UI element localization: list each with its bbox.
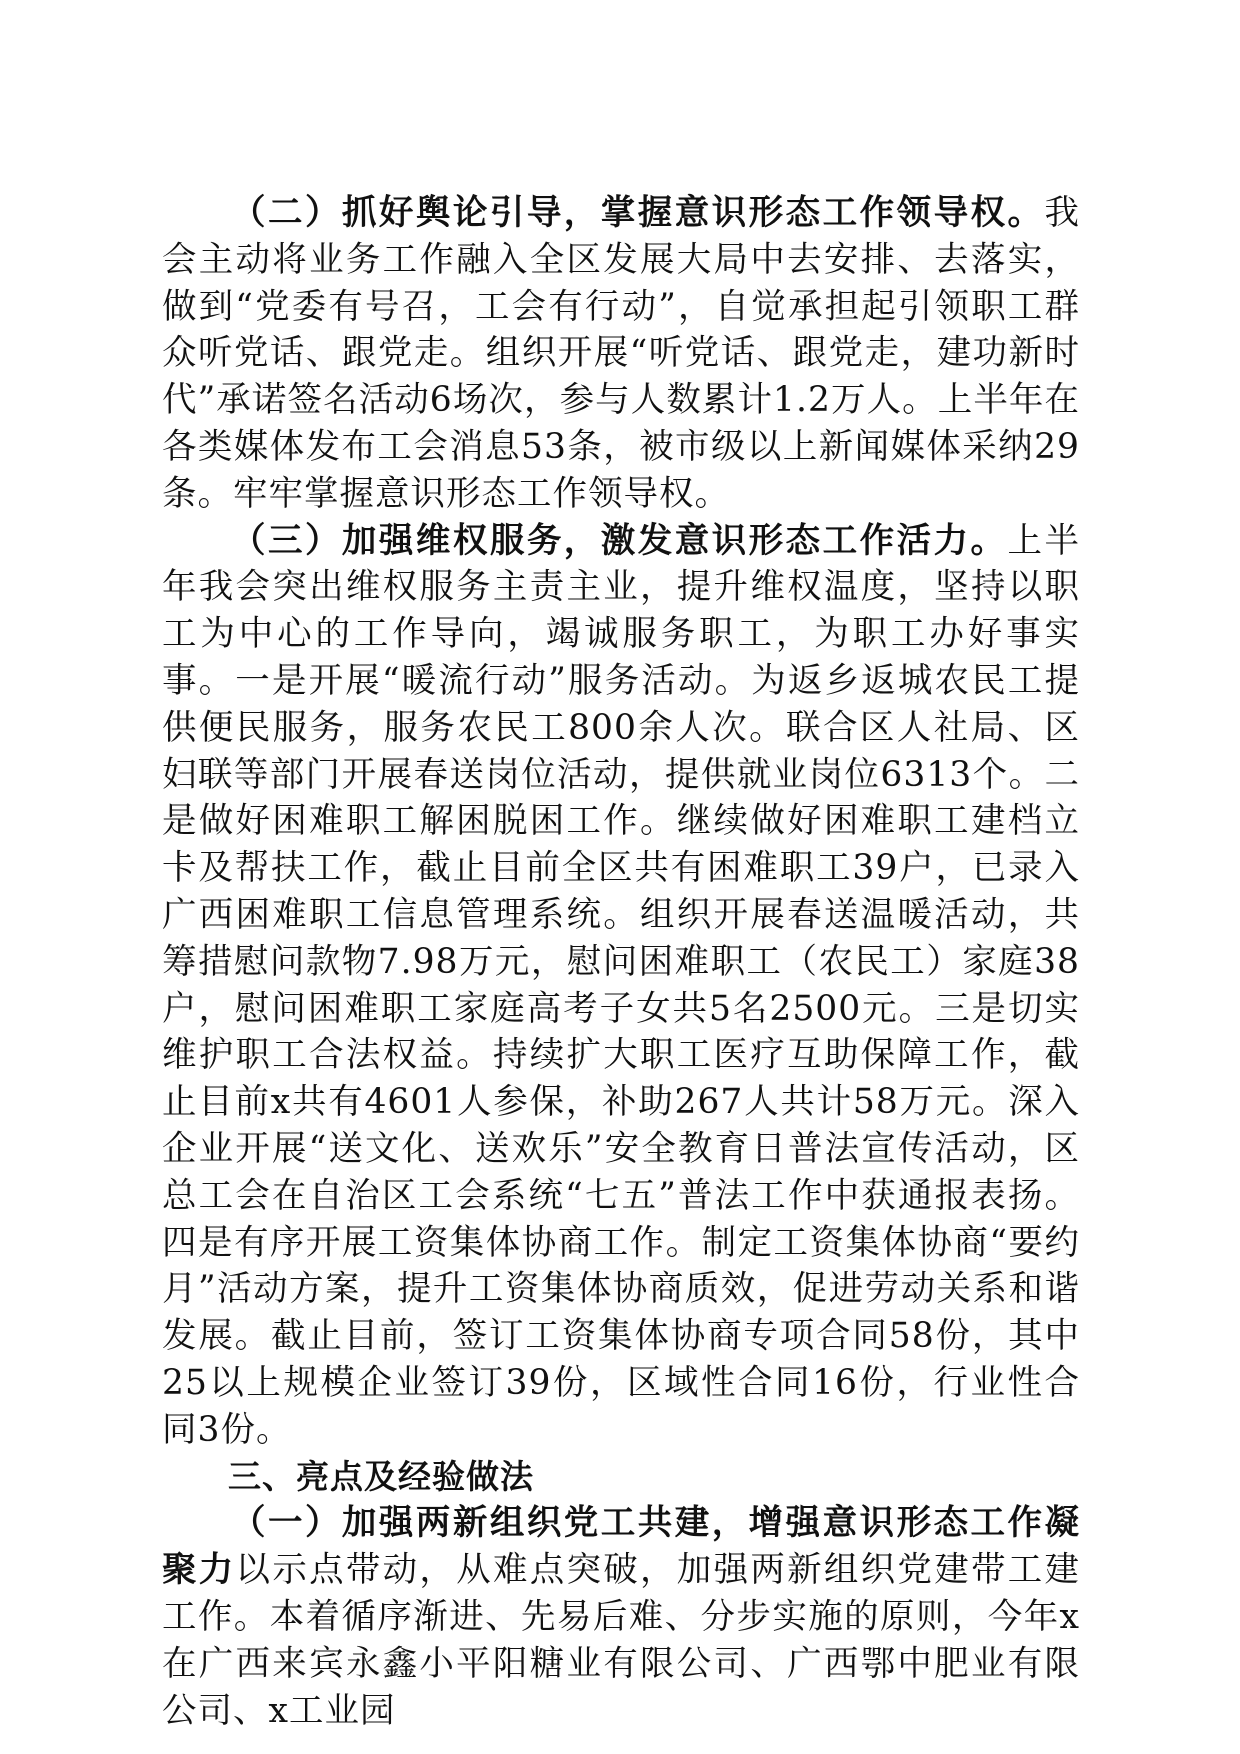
paragraph-body: 我会主动将业务工作融入全区发展大局中去安排、去落实，做到“党委有号召，工会有行动”，自觉承担起引领职工群众听党话、跟党走。组织开展“听党话、跟党走，建功新时代”承诺签名活动6场次，参与人数累计1.2万人。上半年在各类媒体发布工会消息53条，被市级以上新闻媒体采纳29条。牢牢掌握意识形态工作领导权。 [162, 193, 1080, 514]
paragraph-body: 以示点带动，从难点突破，加强两新组织党建带工建工作。本着循序渐进、先易后难、分步实施的原则，今年x在广西来宾永鑫小平阳糖业有限公司、广西鄂中肥业有限公司、x工业园 [162, 1550, 1081, 1731]
paragraph-lead: （一）加强两新组织党工共建，增强意识形态工作凝聚力 [162, 1503, 1080, 1591]
paragraph-lead: （三）加强维权服务，激发意识形态工作活力。 [231, 520, 1008, 561]
section-heading: 三、亮点及经验做法 [228, 1456, 534, 1496]
paragraph-body: 上半年我会突出维权服务主责主业，提升维权温度，坚持以职工为中心的工作导向，竭诚服务职工，为职工办好事实事。一是开展“暖流行动”服务活动。为返乡返城农民工提供便民服务，服务农民工800余人次。联合区人社局、区妇联等部门开展春送岗位活动，提供就业岗位6313个。二是做好困难职工解困脱困工作。继续做好困难职工建档立卡及帮扶工作，截止目前全区共有困难职工39户，已录入广西困难职工信息管理系统。组织开展春送温暖活动，共筹措慰问款物7.98万元，慰问困难职工（农民工）家庭38户，慰问困难职工家庭高考子女共5名2500元。三是切实维护职工合法权益。持续扩大职工医疗互助保障工作，截止目前x共有4601人参保，补助267人共计58万元。深入企业开展“送文化、送欢乐”安全教育日普法宣传活动，区总工会在自治区工会系统“七五”普法工作中获通报表扬。四是有序开展工资集体协商工作。制定工资集体协商“要约月”活动方案，提升工资集体协商质效，促进劳动关系和谐发展。截止目前，签订工资集体协商专项合同58份，其中25以上规模企业签订39份，区域性合同16份，行业性合同3份。 [162, 520, 1081, 1450]
document-body [162, 190, 1080, 1734]
paragraph-party-building [162, 1500, 1080, 1734]
paragraph-rights-service [162, 518, 1080, 1454]
paragraph-lead: （二）抓好舆论引导，掌握意识形态工作领导权。 [231, 193, 1045, 233]
paragraph-public-opinion [162, 190, 1080, 518]
